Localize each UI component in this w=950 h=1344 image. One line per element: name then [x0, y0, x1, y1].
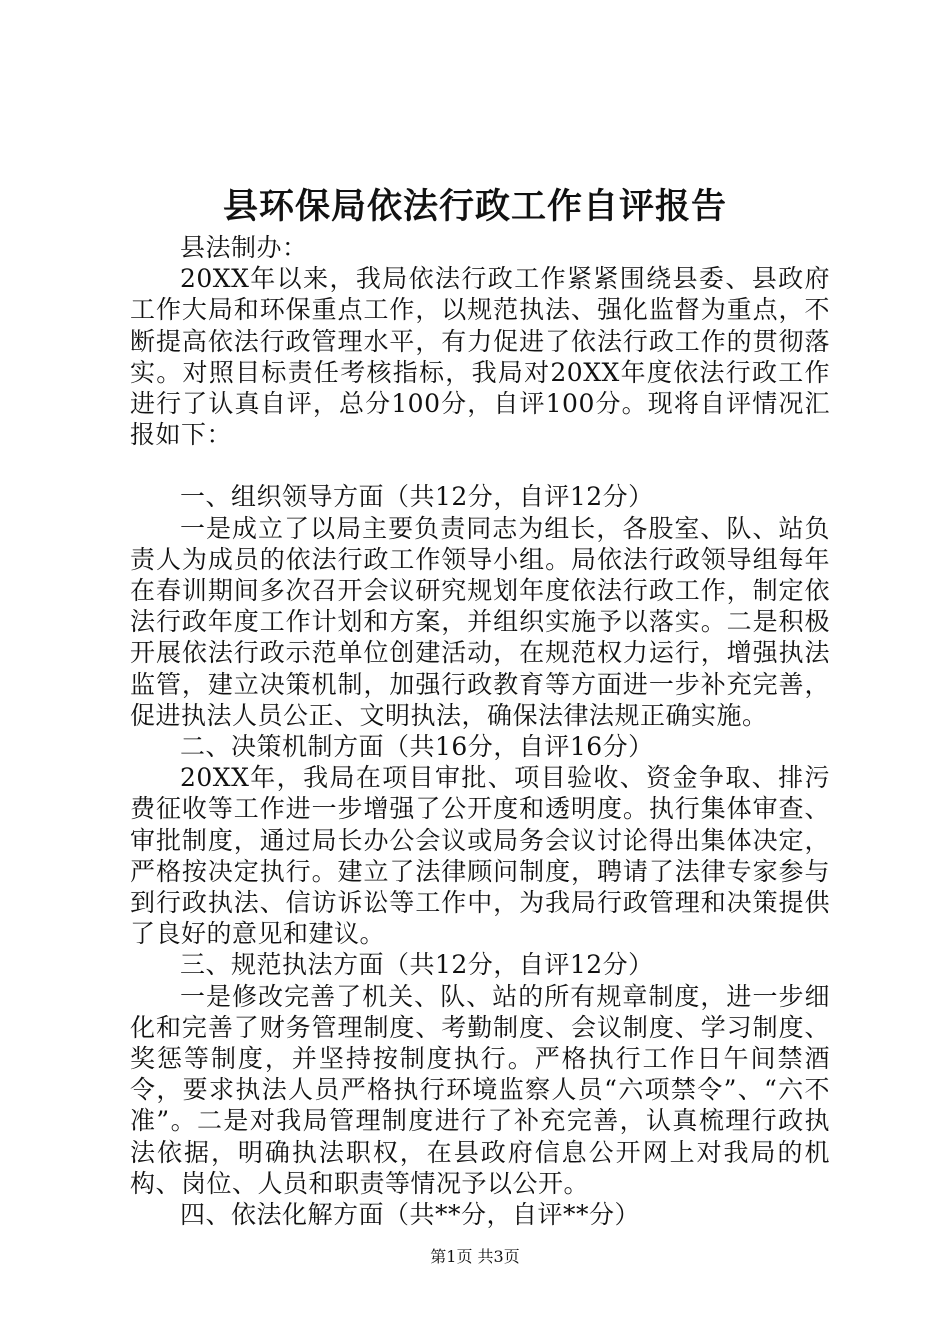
- section-paragraph-2: 20XX年，我局在项目审批、项目验收、资金争取、排污费征收等工作进一步增强了公开度和透明度。执行集体审查、审批制度，通过局长办公会议或局务会议讨论得出集体决定，严格按决定执行。建立了法律顾问制度，聘请了法律专家参与到行政执法、信访诉讼等工作中，为我局行政管理和决策提供了良好的意见和建议。: [130, 763, 830, 949]
- section-heading-4: 四、依法化解方面（共**分，自评**分）: [180, 1200, 641, 1230]
- section-heading-3: 三、规范执法方面（共12分，自评12分）: [180, 950, 654, 980]
- document-title: 县环保局依法行政工作自评报告: [222, 186, 727, 227]
- section-heading-2: 二、决策机制方面（共16分，自评16分）: [180, 732, 654, 762]
- page-number-footer: 第1页 共3页: [430, 1247, 520, 1266]
- salutation: 县法制办：: [180, 233, 308, 262]
- section-paragraph-1: 一是成立了以局主要负责同志为组长，各股室、队、站负责人为成员的依法行政工作领导小组。局依法行政领导组每年在春训期间多次召开会议研究规划年度依法行政工作，制定依法行政年度工作计划和方案，并组织实施予以落实。二是积极开展依法行政示范单位创建活动，在规范权力运行，增强执法监管，建立决策机制，加强行政教育等方面进一步补充完善，促进执法人员公正、文明执法，确保法律法规正确实施。: [130, 513, 830, 730]
- intro-paragraph: 20XX年以来，我局依法行政工作紧紧围绕县委、县政府工作大局和环保重点工作，以规范执法、强化监督为重点，不断提高依法行政管理水平，有力促进了依法行政工作的贯彻落实。对照目标责任考核指标，我局对20XX年度依法行政工作进行了认真自评，总分100分，自评100分。现将自评情况汇报如下：: [130, 264, 830, 450]
- document-body: [130, 232, 830, 1230]
- section-heading-1: 一、组织领导方面（共12分，自评12分）: [180, 482, 654, 512]
- section-paragraph-3: 一是修改完善了机关、队、站的所有规章制度，进一步细化和完善了财务管理制度、考勤制度、会议制度、学习制度、奖惩等制度，并坚持按制度执行。严格执行工作日午间禁酒令，要求执法人员严格执行环境监察人员“六项禁令”、“六不准”。二是对我局管理制度进行了补充完善，认真梳理行政执法依据，明确执法职权，在县政府信息公开网上对我局的机构、岗位、人员和职责等情况予以公开。: [130, 981, 830, 1198]
